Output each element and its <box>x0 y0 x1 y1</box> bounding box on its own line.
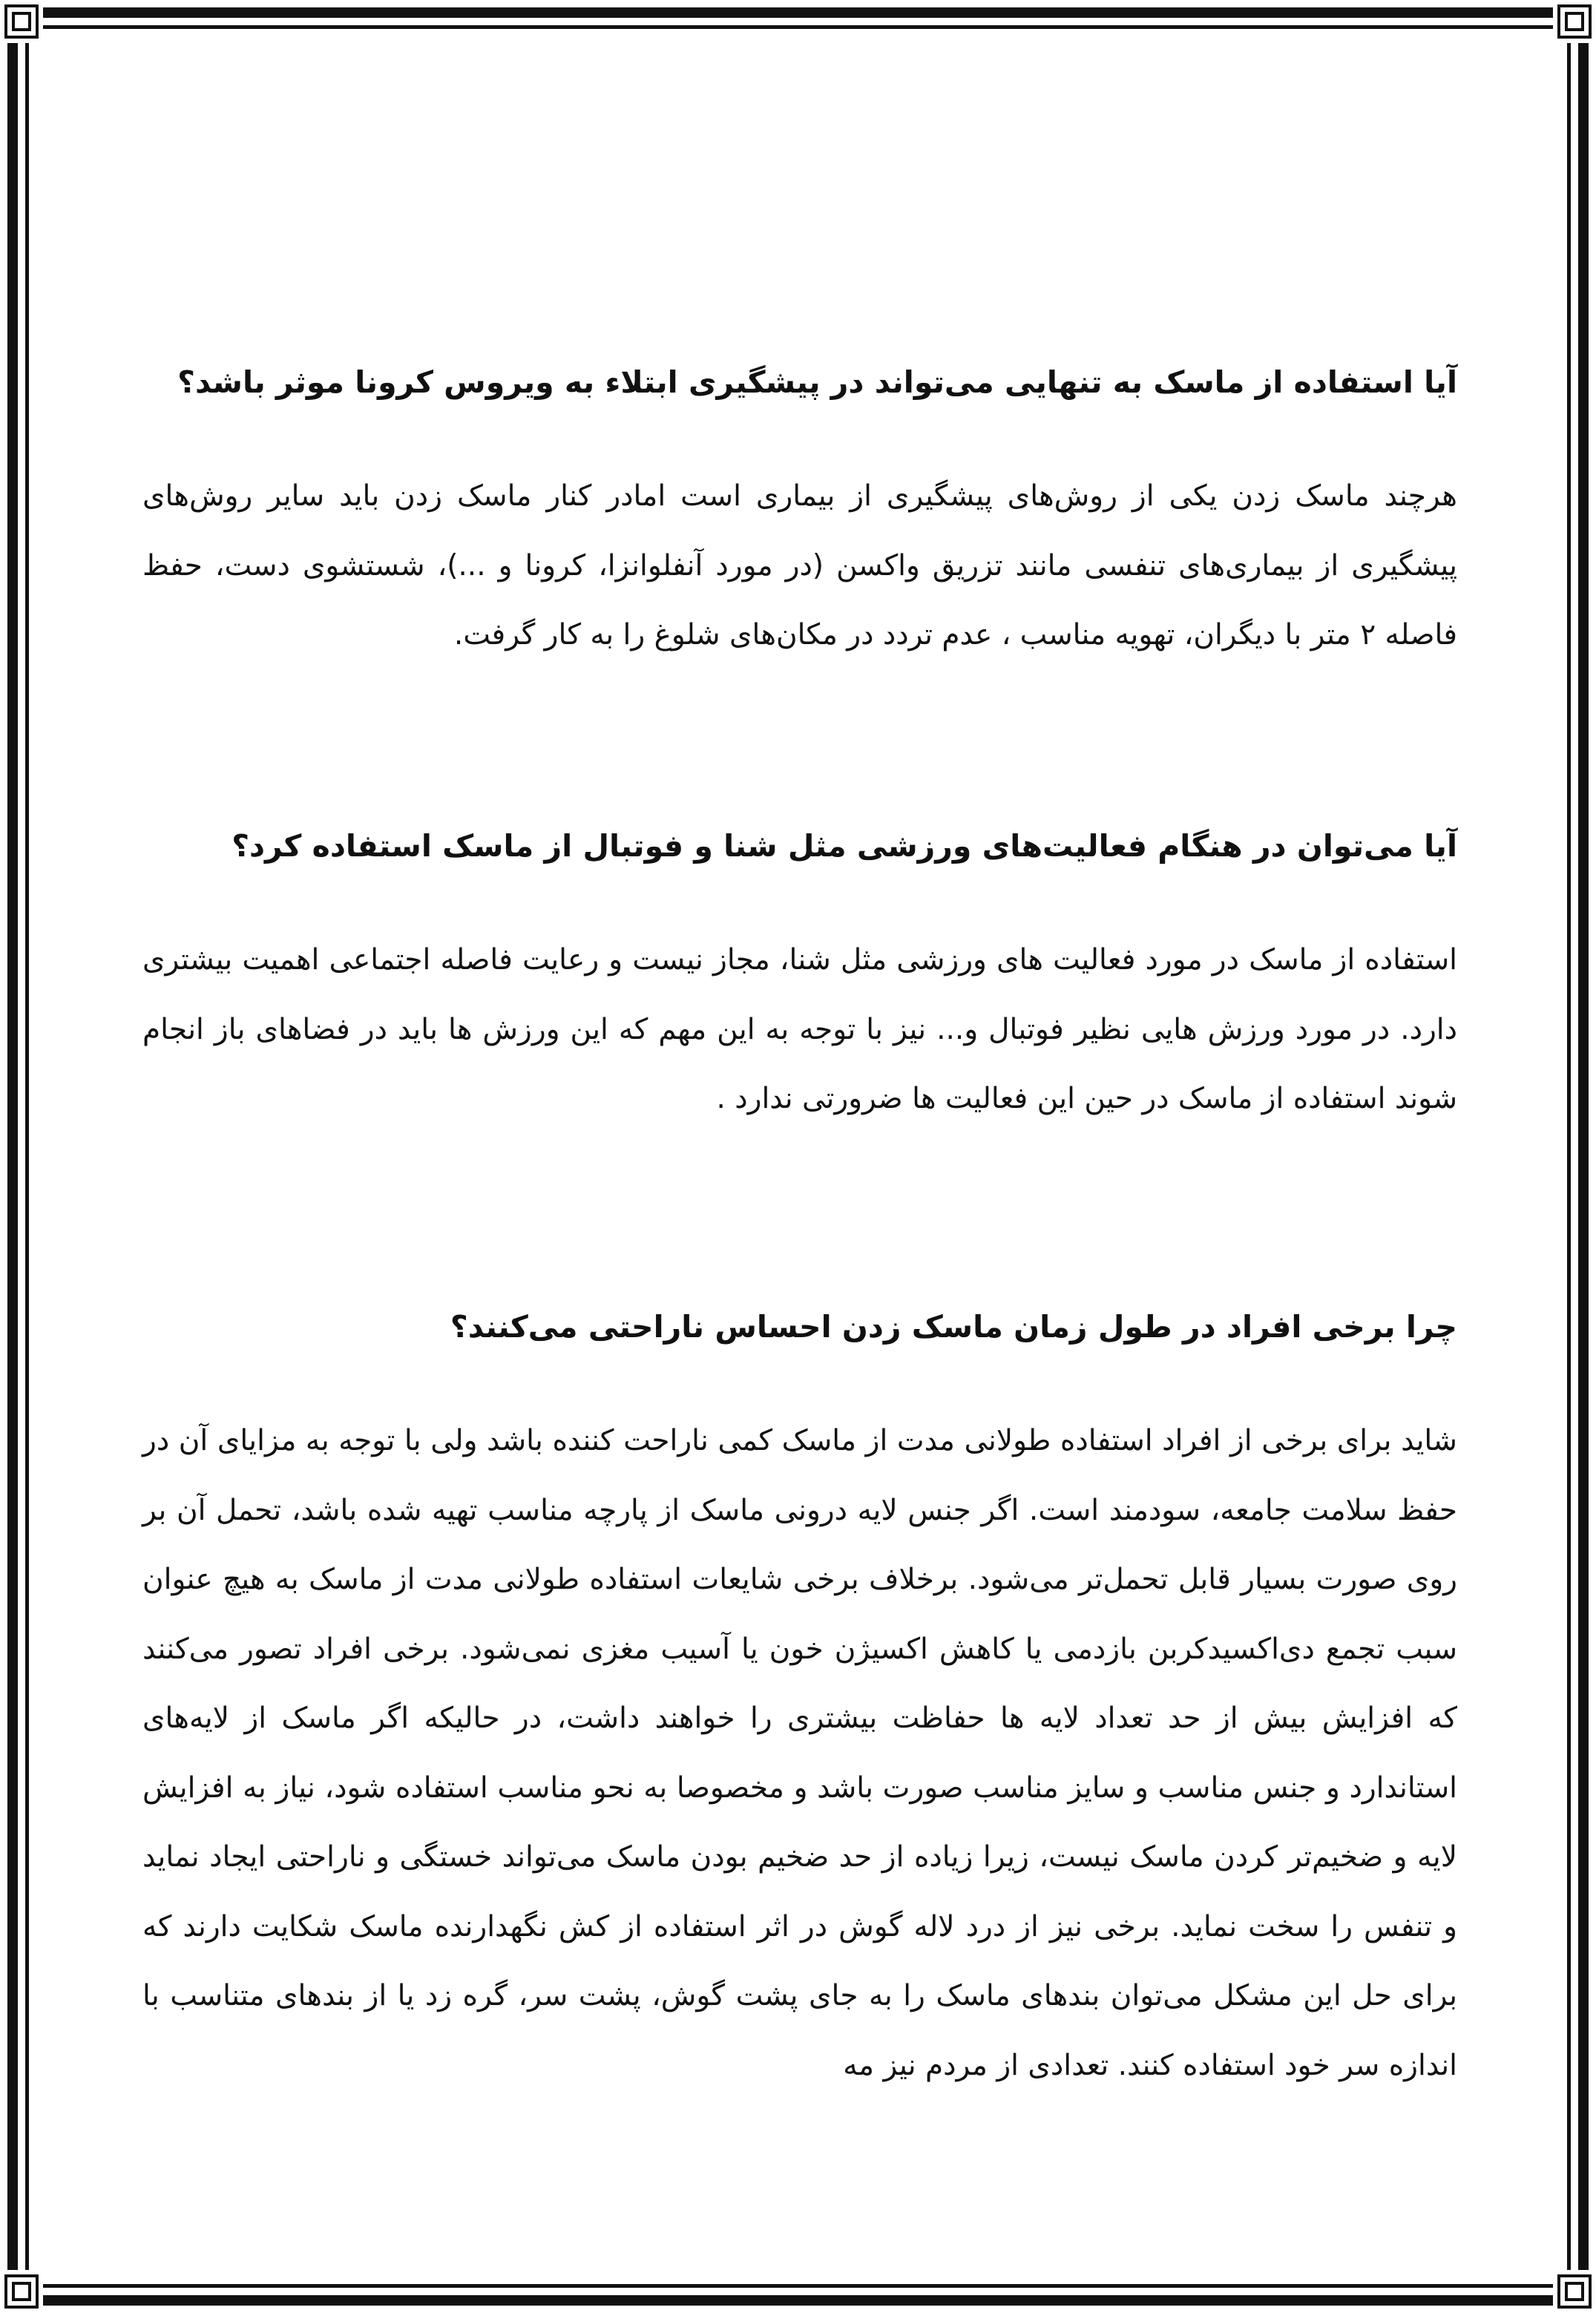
section-paragraph: شاید برای برخی از افراد استفاده طولانی مدت از ماسک کمی ناراحت کننده باشد ولی با توجه به مزایای آن در حفظ سلامت جامعه، سودمند است. اگر جنس لایه درونی ماسک از پارچه مناسب تهیه شده باشد، تحمل آن بر روی صورت بسیار قابل تحمل‌تر می‌شود. برخلاف برخی شایعات استفاده طولانی مدت از ماسک به هیچ عنوان سبب تجمع دی‌اکسیدکربن بازدمی یا کاهش اکسیژن خون یا آسیب مغزی نمی‌شود. برخی افراد تصور می‌کنند که افزایش بیش از حد تعداد لایه ها حفاظت بیشتری را خواهند داشت، در حالیکه اگر ماسک از لایه‌های استاندارد و جنس مناسب و سایز مناسب صورت باشد و مخصوصا به نحو مناسب استفاده شود، نیاز به افزایش لایه و ضخیم‌تر کردن ماسک نیست، زیرا زیاده از حد ضخیم بودن ماسک می‌تواند خستگی و ناراحتی ایجاد نماید و تنفس را سخت نماید. برخی نیز از درد لاله گوش در اثر استفاده از کش نگهدارنده ماسک شکایت دارند که برای حل این مشکل می‌توان بندهای ماسک را به جای پشت گوش، پشت سر، گره زد یا از بندهای متناسب با اندازه سر خود استفاده کنند. تعدادی از مردم نیز مه <box>142 1424 1457 2082</box>
section-heading: چرا برخی افراد در طول زمان ماسک زدن احساس ناراحتی می‌کنند؟ <box>450 1309 1457 1345</box>
section-heading: آیا می‌توان در هنگام فعالیت‌های ورزشی مثل شنا و فوتبال از ماسک استفاده کرد؟ <box>231 828 1457 864</box>
section-paragraph: استفاده از ماسک در مورد فعالیت های ورزشی مثل شنا، مجاز نیست و رعایت فاصله اجتماعی اهمیت بیشتری دارد. در مورد ورزش هایی نظیر فوتبال و... نیز با توجه به این مهم که این ورزش ها باید در فضاهای باز انجام شوند استفاده از ماسک در حین این فعالیت ها ضرورتی ندارد . <box>142 943 1457 1115</box>
corner-ornament-bottom-right <box>1553 2270 1596 2313</box>
corner-ornament-top-right <box>1553 0 1596 43</box>
section-paragraph: هرچند ماسک زدن یکی از روش‌های پیشگیری از بیماری است امادر کنار ماسک زدن باید سایر روش‌های پیشگیری از بیماری‌های تنفسی مانند تزریق واکسن (در مورد آنفلوانزا، کرونا و ...)، شستشوی دست، حفظ فاصله ۲ متر با دیگران، تهویه مناسب ، عدم تردد در مکان‌های شلوغ را به کار گرفت. <box>142 479 1457 652</box>
corner-ornament-bottom-left <box>0 2270 43 2313</box>
faq-section-mask-discomfort <box>142 1304 1457 2100</box>
faq-section-mask-alone <box>142 359 1457 670</box>
section-heading: آیا استفاده از ماسک به تنهایی می‌تواند در پیشگیری ابتلاء به ویروس کرونا موثر باشد؟ <box>177 364 1457 400</box>
corner-ornament-top-left <box>0 0 43 43</box>
faq-section-mask-sports <box>142 823 1457 1134</box>
